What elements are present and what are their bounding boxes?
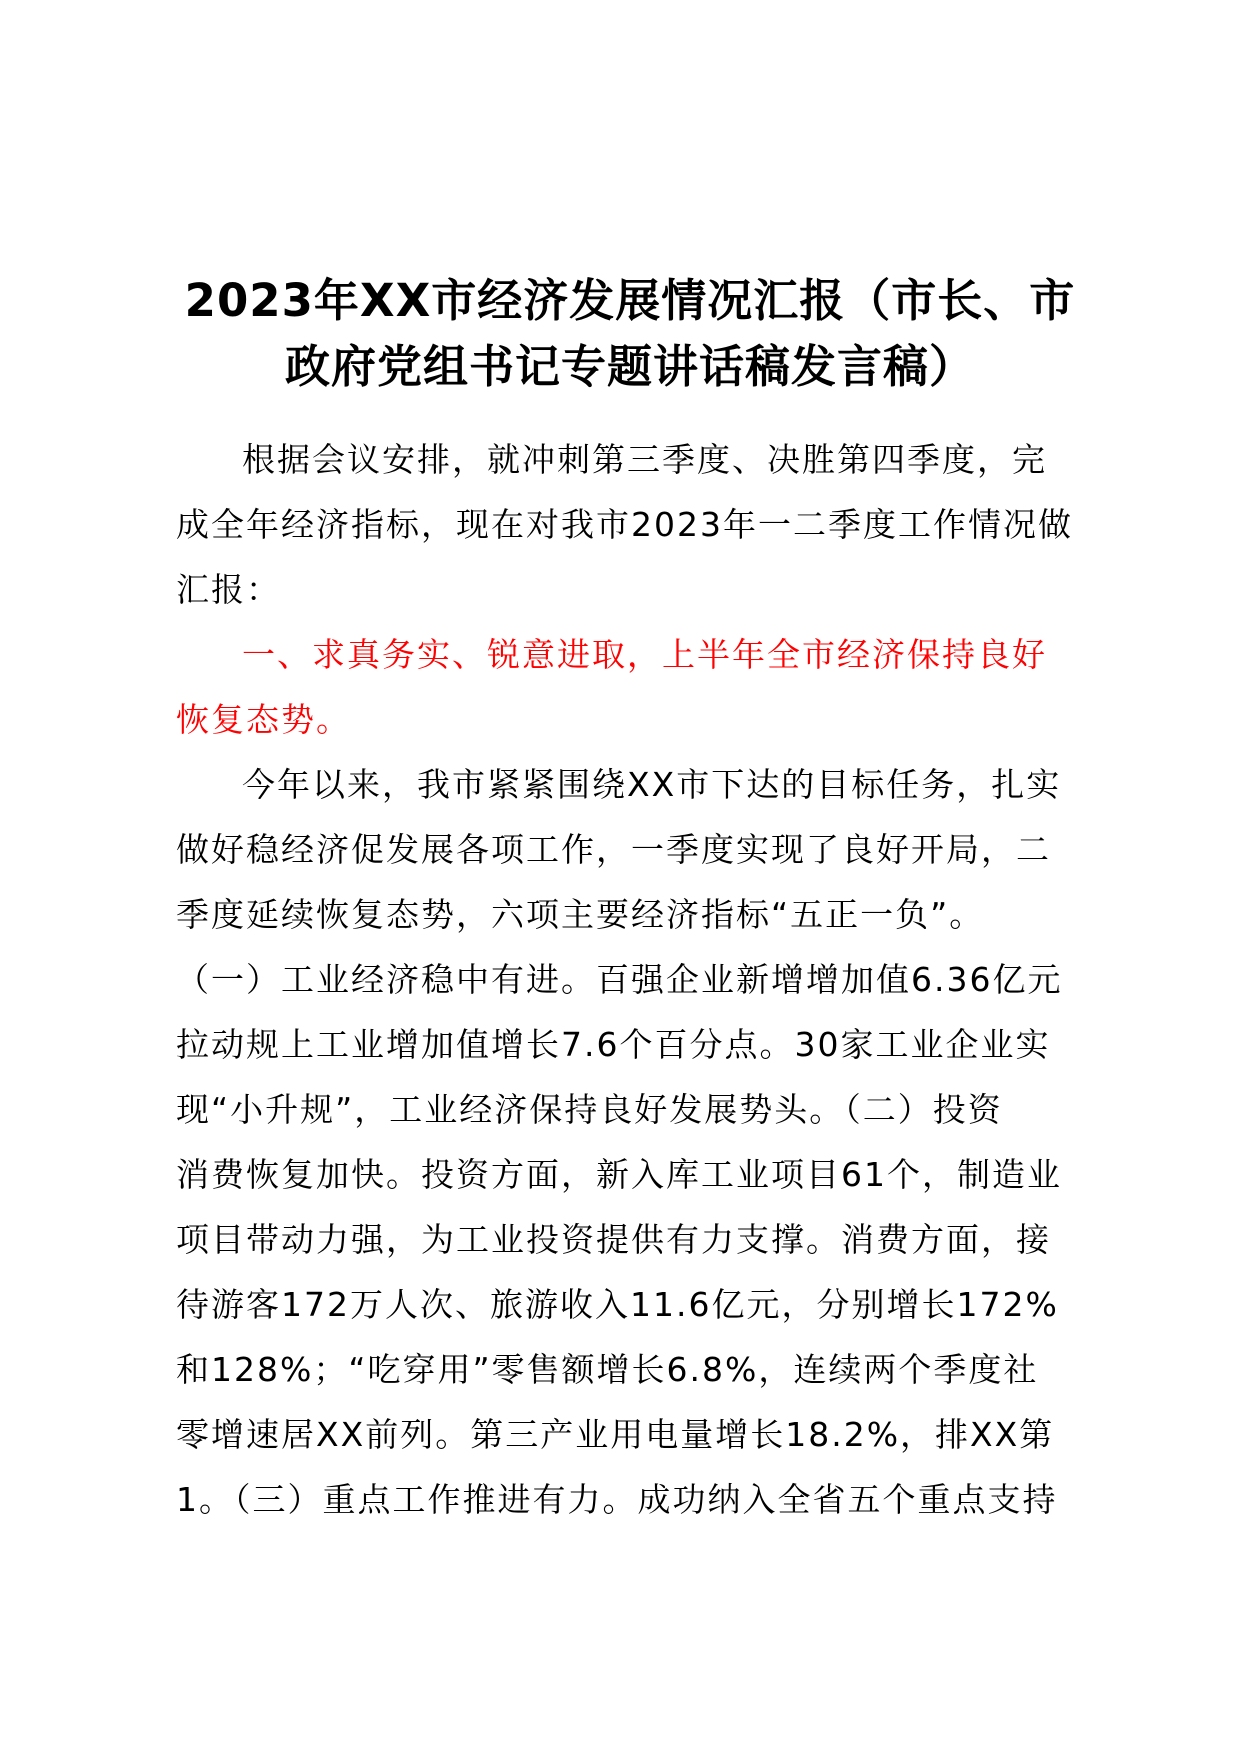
body-line: 消费恢复加快。投资方面，新入库工业项目61个，制造业 bbox=[176, 1155, 1062, 1194]
intro-paragraph bbox=[176, 427, 1116, 622]
intro-line: 根据会议安排，就冲刺第三季度、决胜第四季度，完 bbox=[242, 440, 1047, 479]
body-line: 季度延续恢复态势，六项主要经济指标“五正一负”。 bbox=[176, 895, 985, 934]
document-title bbox=[150, 268, 1110, 400]
heading-line: 恢复态势。 bbox=[176, 700, 351, 739]
body-line: 零增速居XX前列。第三产业用电量增长18.2%，排XX第 bbox=[176, 1415, 1055, 1454]
heading-line: 一、求真务实、锐意进取，上半年全市经济保持良好 bbox=[242, 635, 1047, 674]
body-line: 和128%；“吃穿用”零售额增长6.8%，连续两个季度社 bbox=[176, 1350, 1039, 1389]
body-line: 做好稳经济促发展各项工作，一季度实现了良好开局，二 bbox=[176, 830, 1051, 869]
title-line: 政府党组书记专题讲话稿发言稿） bbox=[284, 340, 975, 393]
intro-line: 成全年经济指标，现在对我市2023年一二季度工作情况做 bbox=[176, 505, 1073, 544]
body-line: 今年以来，我市紧紧围绕XX市下达的目标任务，扎实 bbox=[242, 765, 1062, 804]
intro-line: 汇报： bbox=[176, 570, 281, 609]
title-line: 2023年XX市经济发展情况汇报（市长、市 bbox=[184, 274, 1076, 327]
body-line: 项目带动力强，为工业投资提供有力支撑。消费方面，接 bbox=[176, 1220, 1051, 1259]
body-line: （一）工业经济稳中有进。百强企业新增增加值6.36亿元 bbox=[176, 960, 1063, 999]
body-paragraph bbox=[176, 752, 1116, 1532]
body-line: 现“小升规”，工业经济保持良好发展势头。（二）投资 bbox=[176, 1090, 1003, 1129]
body-line: 拉动规上工业增加值增长7.6个百分点。30家工业企业实 bbox=[176, 1025, 1051, 1064]
body-line: 1。（三）重点工作推进有力。成功纳入全省五个重点支持 bbox=[176, 1480, 1058, 1519]
section-heading bbox=[176, 622, 1116, 752]
document-body bbox=[176, 427, 1116, 1532]
body-line: 待游客172万人次、旅游收入11.6亿元，分别增长172% bbox=[176, 1285, 1059, 1324]
